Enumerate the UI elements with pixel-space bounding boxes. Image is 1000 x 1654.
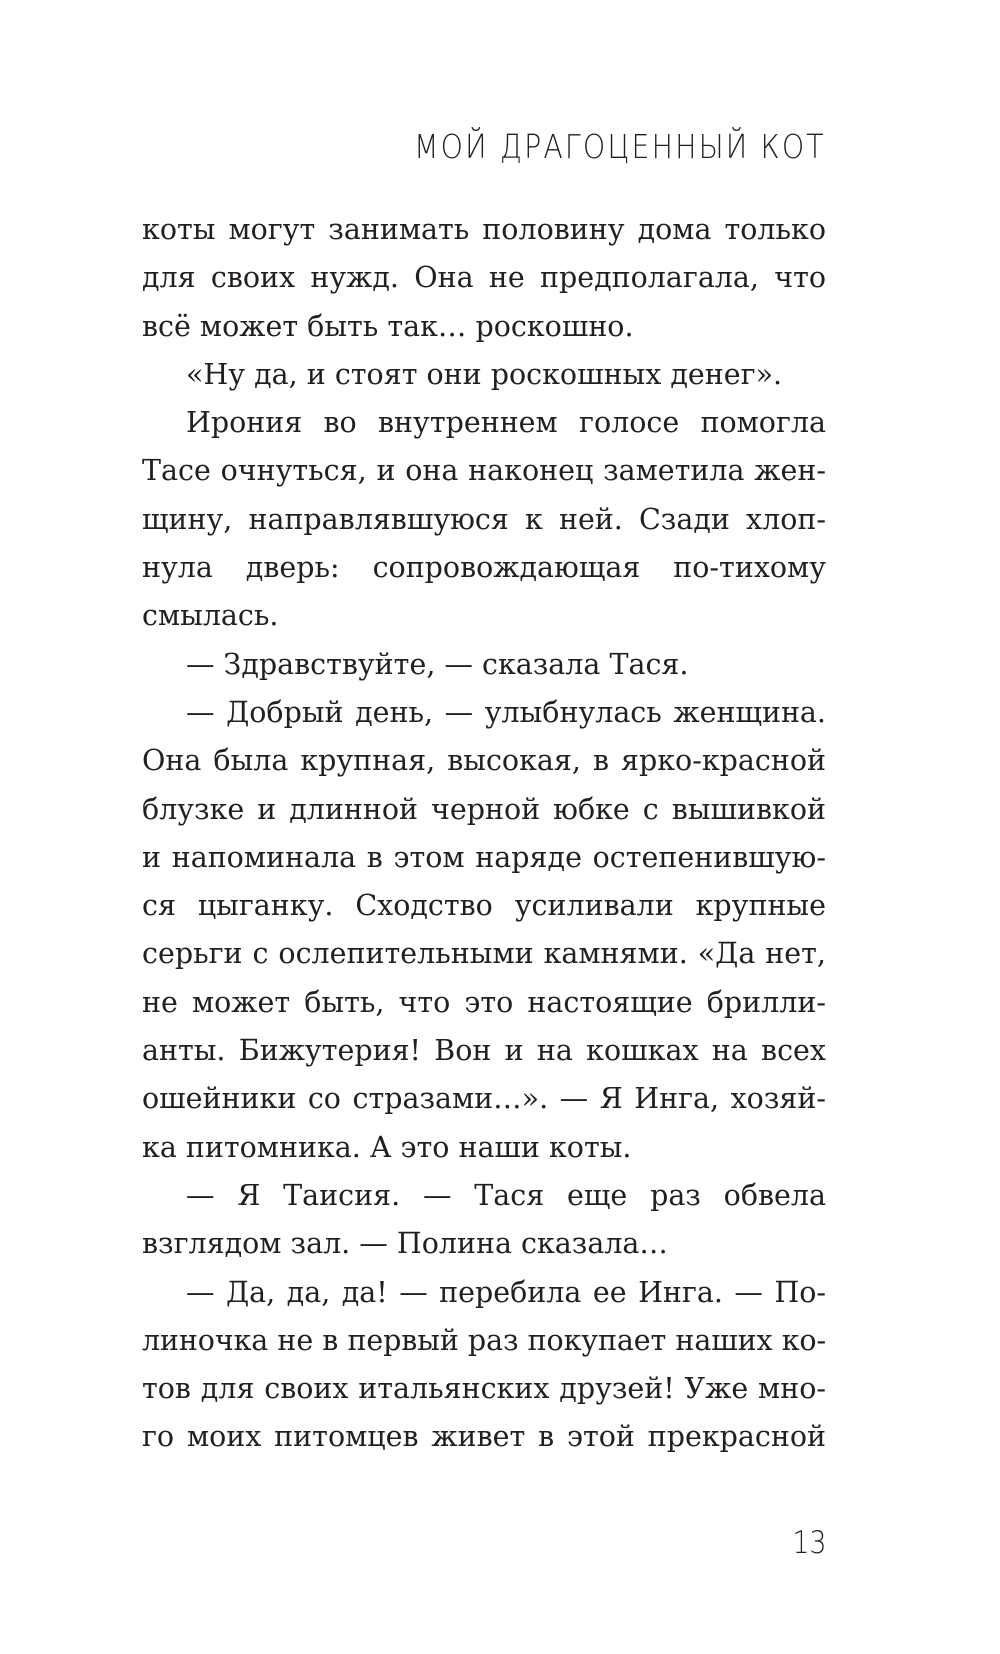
text-line: и напоминала в этом наряде остепенившую- [142, 840, 826, 874]
text-line: ся цыганку. Сходство усиливали крупные [142, 889, 826, 923]
text-line: всё может быть так… роскошно. [142, 309, 634, 343]
text-line: смылась. [142, 599, 279, 633]
text-line: анты. Бижутерия! Вон и на кошках на всех [142, 1034, 826, 1068]
text-line: «Ну да, и стоят они роскошных денег». [186, 357, 783, 391]
text-line: для своих нужд. Она не предполагала, что [142, 261, 826, 295]
text-line: нула дверь: сопровождающая по-тихому [142, 551, 826, 585]
text-line: ошейники со стразами…». — Я Инга, хозяй- [142, 1082, 826, 1116]
text-line: Тасе очнуться, и она наконец заметила жен- [142, 454, 826, 488]
text-line: взглядом зал. — Полина сказала… [142, 1227, 668, 1261]
text-line: — Я Таисия. — Тася еще раз обвела [186, 1178, 826, 1212]
page-number: 13 [792, 1525, 826, 1561]
text-line: серьги с ослепительными камнями. «Да нет, [142, 937, 826, 971]
text-line: блузке и длинной черной юбке с вышивкой [142, 792, 826, 826]
text-line: коты могут занимать половину дома только [142, 213, 826, 246]
text-line: Ирония во внутреннем голосе помогла [186, 406, 826, 440]
text-line: — Добрый день, — улыбнулась женщина. [186, 695, 826, 729]
text-line: тов для своих итальянских друзей! Уже мно- [142, 1372, 826, 1406]
text-line: не может быть, что это настоящие брилли- [142, 985, 826, 1019]
text-line: линочка не в первый раз покупает наших ко- [142, 1323, 826, 1357]
text-line: — Да, да, да! — перебила ее Инга. — По- [186, 1275, 826, 1309]
text-line: — Здравствуйте, — сказала Тася. [186, 647, 689, 681]
body-text [142, 206, 826, 1462]
text-line: щину, направлявшуюся к ней. Сзади хлоп- [142, 502, 826, 536]
running-head: МОЙ ДРАГОЦЕННЫЙ КОТ [414, 127, 826, 166]
text-line: го моих питомцев живет в этой прекрасной [142, 1420, 826, 1454]
text-line: Она была крупная, высокая, в ярко-красной [142, 744, 826, 778]
text-line: ка питомника. А это наши коты. [142, 1130, 632, 1164]
